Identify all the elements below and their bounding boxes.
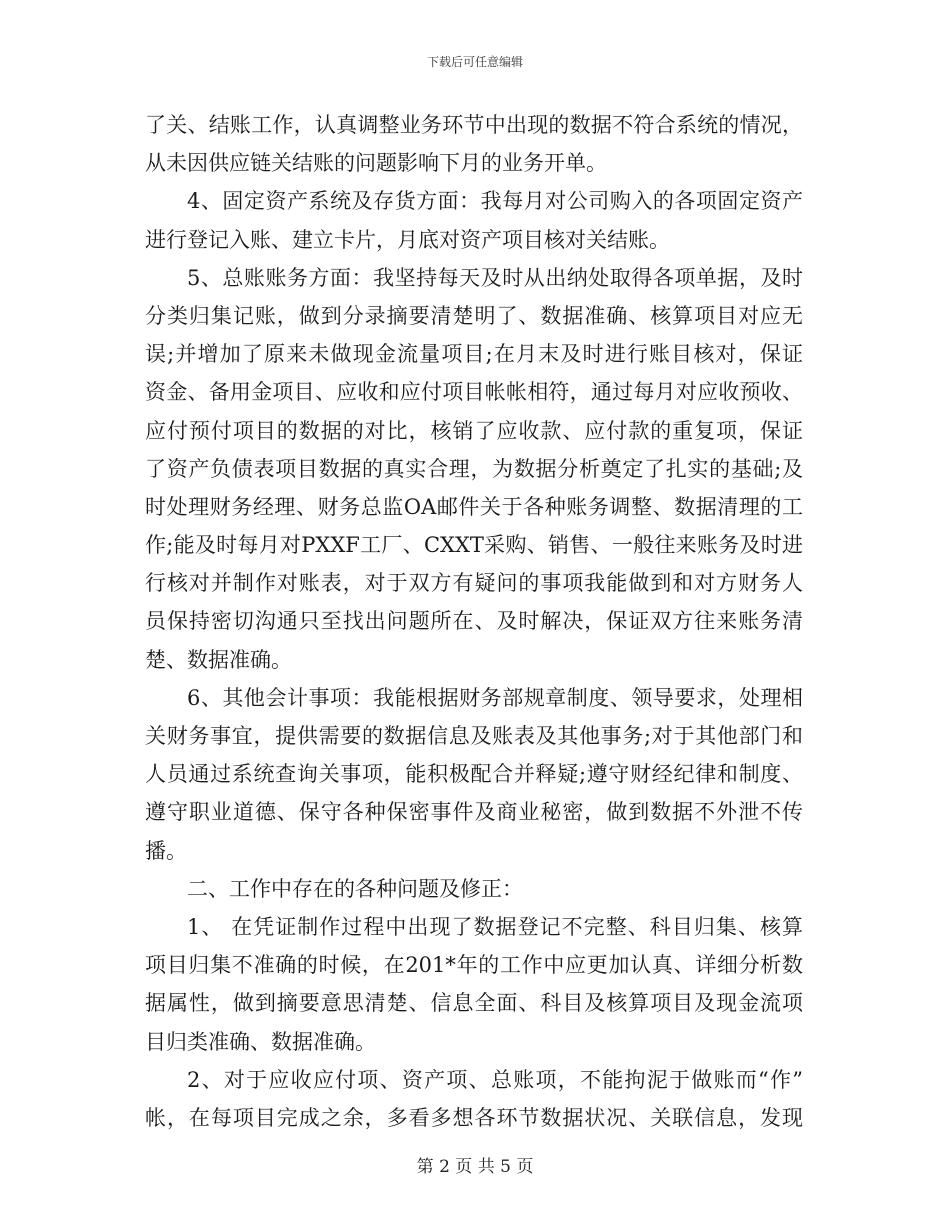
page-header: 下载后可任意编辑 [426,55,523,69]
text-line: 5、总账账务方面：我坚持每天及时从出纳处取得各项单据，及时 [187,265,803,290]
text-line: 作;能及时每月对PXXF工厂、CXXT采购、销售、一般往来账务及时进 [145,533,803,558]
text-line: 从未因供应链关结账的问题影响下月的业务开单。 [145,151,607,176]
text-line: 行核对并制作对账表，对于双方有疑问的事项我能做到和对方财务人 [145,571,803,596]
text-line: 帐，在每项目完成之余，多看多想各环节数据状况、关联信息，发现 [145,1105,803,1130]
text-line: 员保持密切沟通只至找出问题所在、及时解决，保证双方往来账务清 [145,609,803,634]
text-line: 1、 在凭证制作过程中出现了数据登记不完整、科目归集、核算 [187,914,803,939]
document-body [145,106,803,1137]
text-line: 目归类准确、数据准确。 [145,1029,376,1054]
text-line: 项目归集不准确的时候，在201*年的工作中应更加认真、详细分析数 [145,953,803,978]
text-line: 应付预付项目的数据的对比，核销了应收款、应付款的重复项，保证 [145,418,803,443]
text-line: 进行登记入账、建立卡片，月底对资产项目核对关结账。 [145,227,670,252]
text-line: 6、其他会计事项：我能根据财务部规章制度、领导要求，处理相 [187,685,803,710]
text-line: 遵守职业道德、保守各种保密事件及商业秘密，做到数据不外泄不传 [145,800,803,825]
page-number-footer: 第 2 页 共 5 页 [416,1157,534,1177]
text-line: 播。 [145,838,187,863]
text-line: 楚、数据准确。 [145,647,292,672]
text-line: 二、工作中存在的各种问题及修正： [187,876,523,901]
text-line: 4、固定资产系统及存货方面：我每月对公司购入的各项固定资产 [187,189,803,214]
text-line: 时处理财务经理、财务总监OA邮件关于各种账务调整、数据清理的工 [145,494,803,519]
text-line: 人员通过系统查询关事项，能积极配合并释疑;遵守财经纪律和制度、 [145,762,803,787]
text-line: 了关、结账工作，认真调整业务环节中出现的数据不符合系统的情况， [145,113,803,137]
text-line: 据属性，做到摘要意思清楚、信息全面、科目及核算项目及现金流项 [145,991,803,1016]
text-line: 关财务事宜，提供需要的数据信息及账表及其他事务;对于其他部门和 [145,724,803,748]
text-line: 资金、备用金项目、应收和应付项目帐帐相符，通过每月对应收预收、 [145,380,803,405]
text-line: 了资产负债表项目数据的真实合理，为数据分析奠定了扎实的基础;及 [145,456,803,481]
text-line: 误;并增加了原来未做现金流量项目;在月末及时进行账目核对，保证 [145,342,803,367]
text-line: 分类归集记账，做到分录摘要清楚明了、数据准确、核算项目对应无 [145,303,803,328]
text-line: 2、对于应收应付项、资产项、总账项，不能拘泥于做账而“作” [187,1067,803,1092]
